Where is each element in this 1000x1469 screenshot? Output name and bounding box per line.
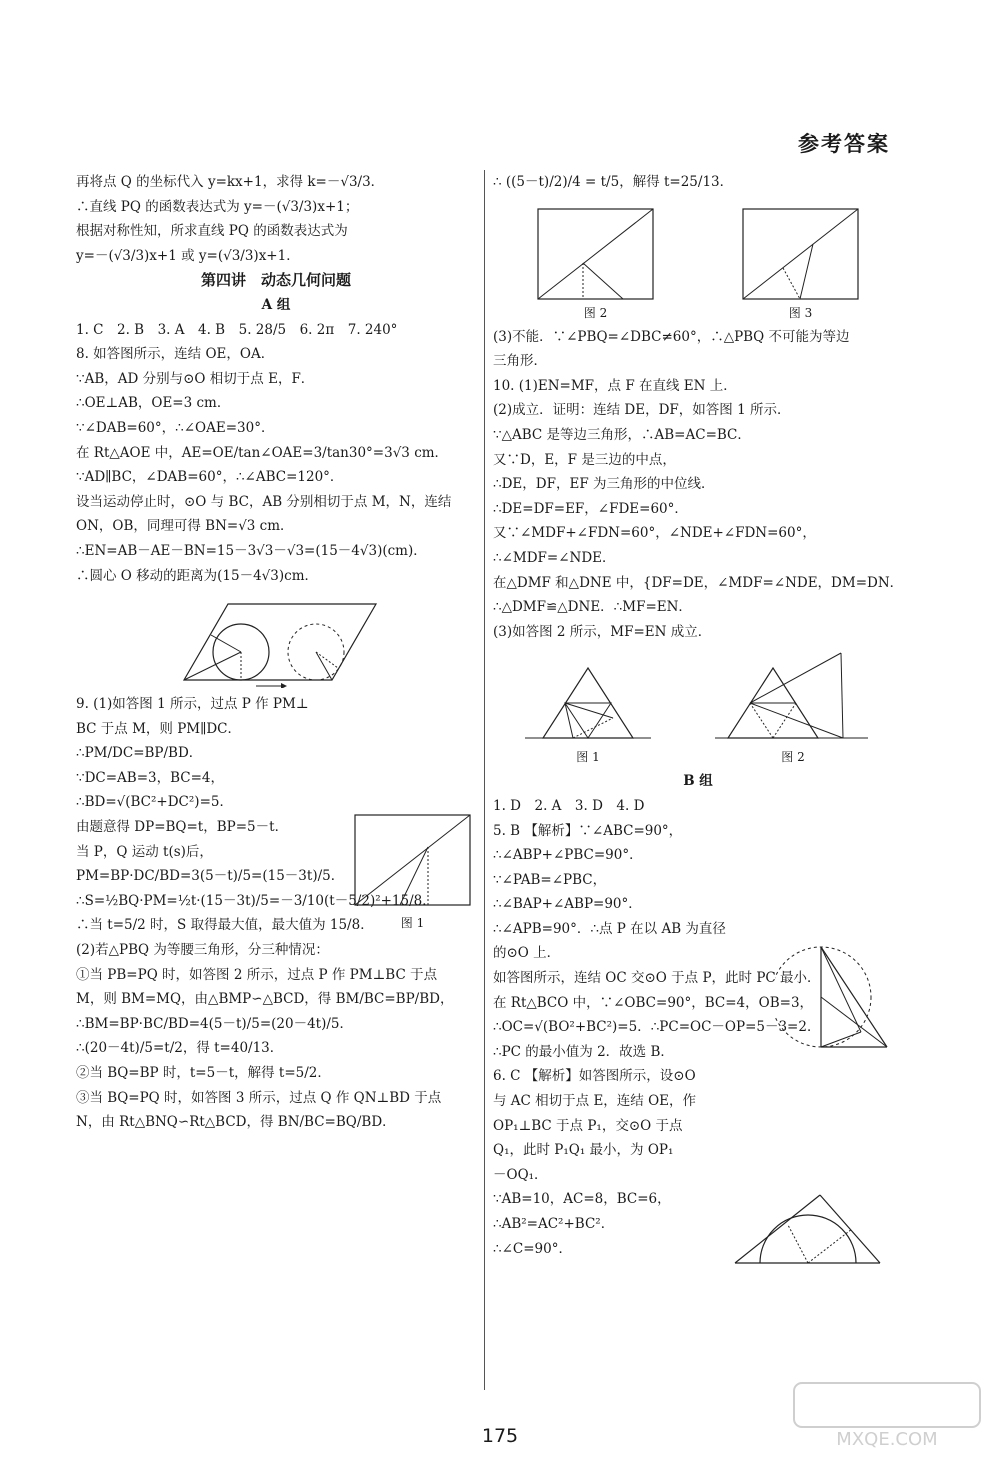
text-line: 再将点 Q 的坐标代入 y=kx+1，求得 k=－√3/3． xyxy=(76,174,385,190)
page-number: 175 xyxy=(481,1425,519,1447)
text-line: 当 P，Q 运动 t(s)后， xyxy=(76,843,213,860)
right-column xyxy=(493,170,903,1261)
text-line: 在 Rt△AOE 中，AE=OE/tan∠OAE=3/tan30°=3√3 cm． xyxy=(76,444,449,461)
text-line: N，由 Rt△BNQ∽Rt△BCD，得 BN/BC=BQ/BD． xyxy=(76,1114,396,1131)
fig-caption: 图 2 xyxy=(781,750,805,765)
text-line: ∴∠MDF=∠NDE． xyxy=(493,549,616,566)
text-line: ∴(20－4t)/5=t/2，得 t=40/13． xyxy=(76,1040,284,1057)
text-line: ∴∠C=90°． xyxy=(493,1240,572,1257)
q10-fig2-box xyxy=(713,648,873,765)
q10-figures xyxy=(493,648,903,765)
text-line: 与 AC 相切于点 E，连结 OE，作 xyxy=(493,1093,697,1110)
text-line: ①当 PB=PQ 时，如答图 2 所示，过点 P 作 PM⊥BC 于点 xyxy=(76,966,438,983)
semicircle-diagram xyxy=(730,1185,900,1280)
text-line: 在△DMF 和△DNE 中，{DF=DE，∠MDF=∠NDE，DM=DN． xyxy=(493,574,904,591)
text-line: ∴AB²=AC²+BC²． xyxy=(493,1216,615,1232)
text-line: 的⊙O 上． xyxy=(493,945,561,962)
text-line: OP₁⊥BC 于点 P₁，交⊙O 于点 xyxy=(493,1117,683,1134)
rectangle-diagram xyxy=(350,805,475,910)
text-line: 在 Rt△BCO 中，∵∠OBC=90°，BC=4，OB=3， xyxy=(493,994,814,1011)
circle-diagram xyxy=(775,940,900,1055)
group-b-label: B 组 xyxy=(683,773,713,790)
text-line: 由题意得 DP=BQ=t，BP=5－t． xyxy=(76,819,289,836)
text-line: ∴当 t=5/2 时，S 取得最大值，最大值为 15/8． xyxy=(76,917,374,934)
text-line: 设当运动停止时，⊙O 与 BC，AB 分别相切于点 M，N，连结 xyxy=(76,493,452,510)
text-line: 8. 如答图所示，连结 OE，OA． xyxy=(76,346,275,363)
text-line: 根据对称性知，所求直线 PQ 的函数表达式为 xyxy=(76,223,348,240)
section-title: 第四讲 动态几何问题 xyxy=(200,271,351,290)
text-line: ON，OB，同理可得 BN=√3 cm． xyxy=(76,518,294,535)
text-line: ∴圆心 O 移动的距离为(15－4√3)cm． xyxy=(76,567,319,584)
text-line: M，则 BM=MQ，由△BMP∽△BCD，得 BM/BC=BP/BD， xyxy=(76,991,454,1008)
text-line: ∴直线 PQ 的函数表达式为 y=－(√3/3)x+1； xyxy=(76,198,359,215)
triangle-diagram xyxy=(523,648,653,748)
answers-a: 1. C 2. B 3. A 4. B 5. 28/5 6. 2π 7. 240° xyxy=(76,321,398,338)
text-line: ∴ ((5－t)/2)/4 = t/5，解得 t=25/13． xyxy=(493,174,734,190)
text-line: ∴PM/DC=BP/BD． xyxy=(76,745,203,762)
text-line: ∵AB=10，AC=8，BC=6， xyxy=(493,1191,671,1208)
fig-caption: 图 3 xyxy=(788,305,813,320)
watermark-text: MXQE.COM xyxy=(836,1429,938,1450)
text-line: 9. (1)如答图 1 所示，过点 P 作 PM⊥ xyxy=(76,696,309,713)
text-line: ∴∠BAP+∠ABP=90°． xyxy=(493,896,642,913)
text-line: (2)若△PBQ 为等腰三角形，分三种情况： xyxy=(76,942,329,959)
q9-fig1 xyxy=(350,805,475,931)
q9-figures-2-3 xyxy=(493,199,903,321)
q10-fig1-box xyxy=(523,648,653,765)
page-header: 参考答案 xyxy=(798,132,890,156)
fig-caption: 图 1 xyxy=(400,916,425,930)
rectangle-diagram xyxy=(533,199,658,304)
triangle-diagram xyxy=(713,648,873,748)
text-line: ∴∠APB=90°．∴点 P 在以 AB 为直径 xyxy=(493,920,726,937)
text-line: ∴DE=DF=EF，∠FDE=60°． xyxy=(493,500,688,517)
fig3-box xyxy=(738,199,863,321)
text-line: 5. B 【解析】∵∠ABC=90°， xyxy=(493,822,683,839)
text-line: ∵∠PAB=∠PBC， xyxy=(493,871,607,888)
rectangle-diagram xyxy=(738,199,863,304)
fig-caption: 图 2 xyxy=(583,305,608,320)
text-line: 如答图所示，连结 OC 交⊙O 于点 P，此时 PC 最小． xyxy=(493,970,821,987)
text-line: ∴OC=√(BO²+BC²)=5．∴PC=OC－OP=5－3=2． xyxy=(493,1019,821,1036)
text-line: ②当 BQ=BP 时，t=5－t，解得 t=5/2． xyxy=(76,1065,331,1081)
text-line: ∵AD∥BC，∠DAB=60°，∴∠ABC=120°． xyxy=(76,469,344,486)
text-line: ∴OE⊥AB，OE=3 cm． xyxy=(76,395,231,412)
text-line: 6. C 【解析】如答图所示，设⊙O xyxy=(493,1068,696,1085)
text-line: ③当 BQ=PQ 时，如答图 3 所示，过点 Q 作 QN⊥BD 于点 xyxy=(76,1089,442,1106)
text-line: PM=BP·DC/BD=3(5－t)/5=(15－3t)/5． xyxy=(76,868,345,885)
text-line: ∴S=½BQ·PM=½t·(15－3t)/5=－3/10(t－5/2)²+15/8． xyxy=(76,892,436,909)
text-line: ∵△ABC 是等边三角形，∴AB=AC=BC． xyxy=(493,426,751,443)
watermark-logo xyxy=(792,1381,982,1451)
text-line: ∴△DMF≌△DNE．∴MF=EN． xyxy=(493,599,692,616)
q8-parallelogram-figure xyxy=(76,592,476,688)
text-line: ∵∠DAB=60°，∴∠OAE=30°． xyxy=(76,419,275,436)
group-a-label: A 组 xyxy=(261,296,291,313)
column-divider xyxy=(484,170,485,1390)
text-line: BC 于点 M，则 PM∥DC． xyxy=(76,720,241,737)
fig2-box xyxy=(533,199,658,321)
text-line: 10. (1)EN=MF，点 F 在直线 EN 上． xyxy=(493,377,737,394)
text-line: ∴DE，DF，EF 为三角形的中位线． xyxy=(493,476,715,493)
text-line: (3)如答图 2 所示，MF=EN 成立． xyxy=(493,623,712,640)
text-line: －OQ₁． xyxy=(493,1166,548,1183)
text-line: 又∵∠MDF+∠FDN=60°，∠NDE+∠FDN=60°， xyxy=(493,525,816,542)
text-line: (2)成立．证明：连结 DE，DF，如答图 1 所示． xyxy=(493,402,791,419)
text-line: ∵DC=AB=3，BC=4， xyxy=(76,769,225,786)
text-line: ∵AB，AD 分别与⊙O 相切于点 E，F． xyxy=(76,370,315,387)
text-line: ∴∠ABP+∠PBC=90°． xyxy=(493,847,643,864)
text-line: 三角形． xyxy=(493,353,547,370)
text-line: ∴EN=AB－AE－BN=15－3√3－√3=(15－4√3)(cm)． xyxy=(76,542,427,559)
left-column xyxy=(76,170,476,1135)
text-line: (3)不能．∵∠PBQ=∠DBC≠60°，∴△PBQ 不可能为等边 xyxy=(493,328,850,345)
fig-caption: 图 1 xyxy=(576,750,600,765)
q8-block xyxy=(76,342,476,588)
text-line: ∴BD=√(BC²+DC²)=5． xyxy=(76,794,233,811)
q6-fig xyxy=(730,1185,900,1284)
intro-block xyxy=(76,170,476,268)
answers-b: 1. D 2. A 3. D 4. D xyxy=(493,797,645,814)
q10-block xyxy=(493,374,903,645)
q5-fig xyxy=(775,940,900,1059)
text-line: ∴BM=BP·BC/BD=4(5－t)/5=(20－4t)/5． xyxy=(76,1015,353,1032)
text-line: Q₁，此时 P₁Q₁ 最小，为 OP₁ xyxy=(493,1142,674,1159)
text-line: 又∵D，E，F 是三边的中点， xyxy=(493,451,676,468)
text-line: ∴PC 的最小值为 2．故选 B． xyxy=(493,1043,674,1060)
text-line: y=－(√3/3)x+1 或 y=(√3/3)x+1． xyxy=(76,247,300,264)
